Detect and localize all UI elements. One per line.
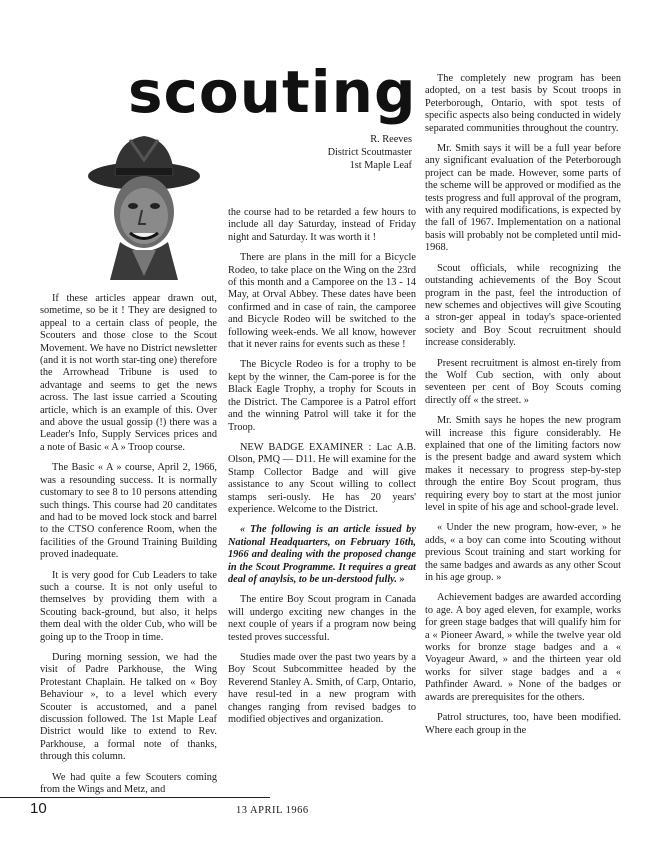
paragraph: There are plans in the mill for a Bicycle Rodeo, to take place on the Wing on the 23rd of this month and a Camporee on the 13 - 14 May, at Orval Abbey. These dates have been confirmed and in case of rain, the camporee and Bicycle Rodeo will be switched to the following week-ends. We all know, however that it never rains for events such as these ! xyxy=(228,252,416,351)
paragraph: « Under the new program, how-ever, » he adds, « a boy can come into Scouting without previous Scout training and start working for the same badges and awards as any other Scout in his age group. » xyxy=(425,522,621,584)
paragraph: The Basic « A » course, April 2, 1966, was a resounding success. It is normally customary to see 8 to 10 persons attending such things. This course had 20 canditates and had to be moved lock stock and barrel to the CTSO conference Room, when the facilities of the Ground Training Building proved inadequate. xyxy=(40,462,217,561)
column-3 xyxy=(425,73,621,745)
paragraph: The entire Boy Scout program in Canada will undergo exciting new changes in the next couple of years if a program now being tested proves successful. xyxy=(228,594,416,643)
author-group: 1st Maple Leaf xyxy=(349,160,412,171)
paragraph: The completely new program has been adopted, on a test basis by Scout troops in Peterborough, Ontario, with spot tests of specific aspects also being conducted in widely separated communities throughout the country. xyxy=(425,73,621,134)
author-role: District Scoutmaster xyxy=(327,147,412,158)
paragraph: Present recruitment is almost en-tirely from the Wolf Cub section, with only about seventeen per cent of Boy Scouts coming directly off « the street. » xyxy=(425,357,621,406)
paragraph: During morning session, we had the visit of Padre Parkhouse, the Wing Protestant Chaplain. He talked on « Boy Behaviour », to a level which every Scouter is accustomed, and a panel discussion followed. The 1st Maple Leaf District would like to extend to Rev. Parkhouse, a formal note of thanks, through this column. xyxy=(40,651,217,763)
paragraph: It is very good for Cub Leaders to take such a course. It is not only useful to themselves by providing them with a Scouting back-ground, but also, it helps them deal with the older Cub, who will be going up to the Troop in time. xyxy=(40,569,217,643)
paragraph: We had quite a few Scouters coming from the Wings and Metz, and xyxy=(40,771,217,796)
paragraph: Patrol structures, too, have been modified. Where each group in the xyxy=(425,712,621,736)
paragraph: NEW BADGE EXAMINER : Lac A.B. Olson, PMQ — D11. He will examine for the Stamp Collector Badge and will give assistance to any Scout willing to collect stamps seri-ously. He has 20 years' experience. Welcome to the District. xyxy=(228,441,416,515)
column-1 xyxy=(40,293,217,804)
paragraph: Studies made over the past two years by a Boy Scout Subcommittee headed by the Reverend Stanley A. Smith, of Carp, Ontario, have resul-ted in a new program with changes ranging from revised badges to modified objectives and organization. xyxy=(228,652,416,726)
column-2 xyxy=(228,207,416,734)
paragraph: Scout officials, while recognizing the outstanding achievements of the Boy Scout program in the past, feel the introduction of new schemes and objectives will give Scouting a stron-ger appeal in today's space-oriented society and Boy Scout recruitment should increase considerably. xyxy=(425,262,621,349)
paragraph: Achievement badges are awarded according to age. A boy aged eleven, for example, works for green stage badges that will qualify him for a « Pioneer Award, » while the twelve year old works for bronze stage badges and a « Voyageur Award, » and the thirteen year old works for silver stage badges and a « Pathfinder Award. » None of the badges or awards are prerequisites for the others. xyxy=(425,592,621,703)
paragraph: the course had to be retarded a few hours to include all day Saturday, instead of Friday night and Saturday. It was worth it ! xyxy=(228,207,416,243)
page-number: 10 xyxy=(30,800,47,817)
issue-date: 13 APRIL 1966 xyxy=(236,805,309,816)
scout-portrait-image xyxy=(86,130,202,280)
footer-rule xyxy=(0,797,270,798)
article-title: scouting xyxy=(128,58,417,126)
paragraph: Mr. Smith says he hopes the new program will increase this figure considerably. He explained that one of the limiting factors now is the present badge and award system which makes it necessary to progress step-by-step through the entire Boy Scout program, thus requiring every boy to start at the most junior level in spite of his age and school-grade level. xyxy=(425,415,621,513)
quoted-intro: « The following is an article issued by National Headquarters, on February 16th, 1966 and dealing with the proposed change in the Scout Programme. It requires a great deal of anaylsis, to be un-derstood fully. » xyxy=(228,524,416,585)
paragraph: The Bicycle Rodeo is for a trophy to be kept by the winner, the Cam-poree is for the Black Eagle Trophy, a trophy for Scouts in the District. The Camporee is a Patrol effort and the winning Patrol will take it for the Troop. xyxy=(228,359,416,433)
author-name: R. Reeves xyxy=(370,134,412,145)
byline xyxy=(292,133,412,172)
paragraph: If these articles appear drawn out, sometime, so be it ! They are designed to appeal to a certain class of people, the Scouters and those close to the Scout Movement. We have no District newsletter (and it is not worth star-ting one) therefore the Arrowhead Tribune is used to advantage and seems to get the news across. The last issue carried a Scouting article, which is an example of this. Over and above the usual gossip (!) there was a Leader's Info, Supply Services prices and a note of Basic « A » Troop course. xyxy=(40,293,217,453)
paragraph: Mr. Smith says it will be a full year before any significant evaluation of the Peterborough project can be made. However, some parts of the scheme will be approved or modified as the tests progress and full approval of the program, with any required modifications, is expected by the fall of 1967. Implementation on a national basis will probably not be completed until mid-1968. xyxy=(425,143,621,254)
